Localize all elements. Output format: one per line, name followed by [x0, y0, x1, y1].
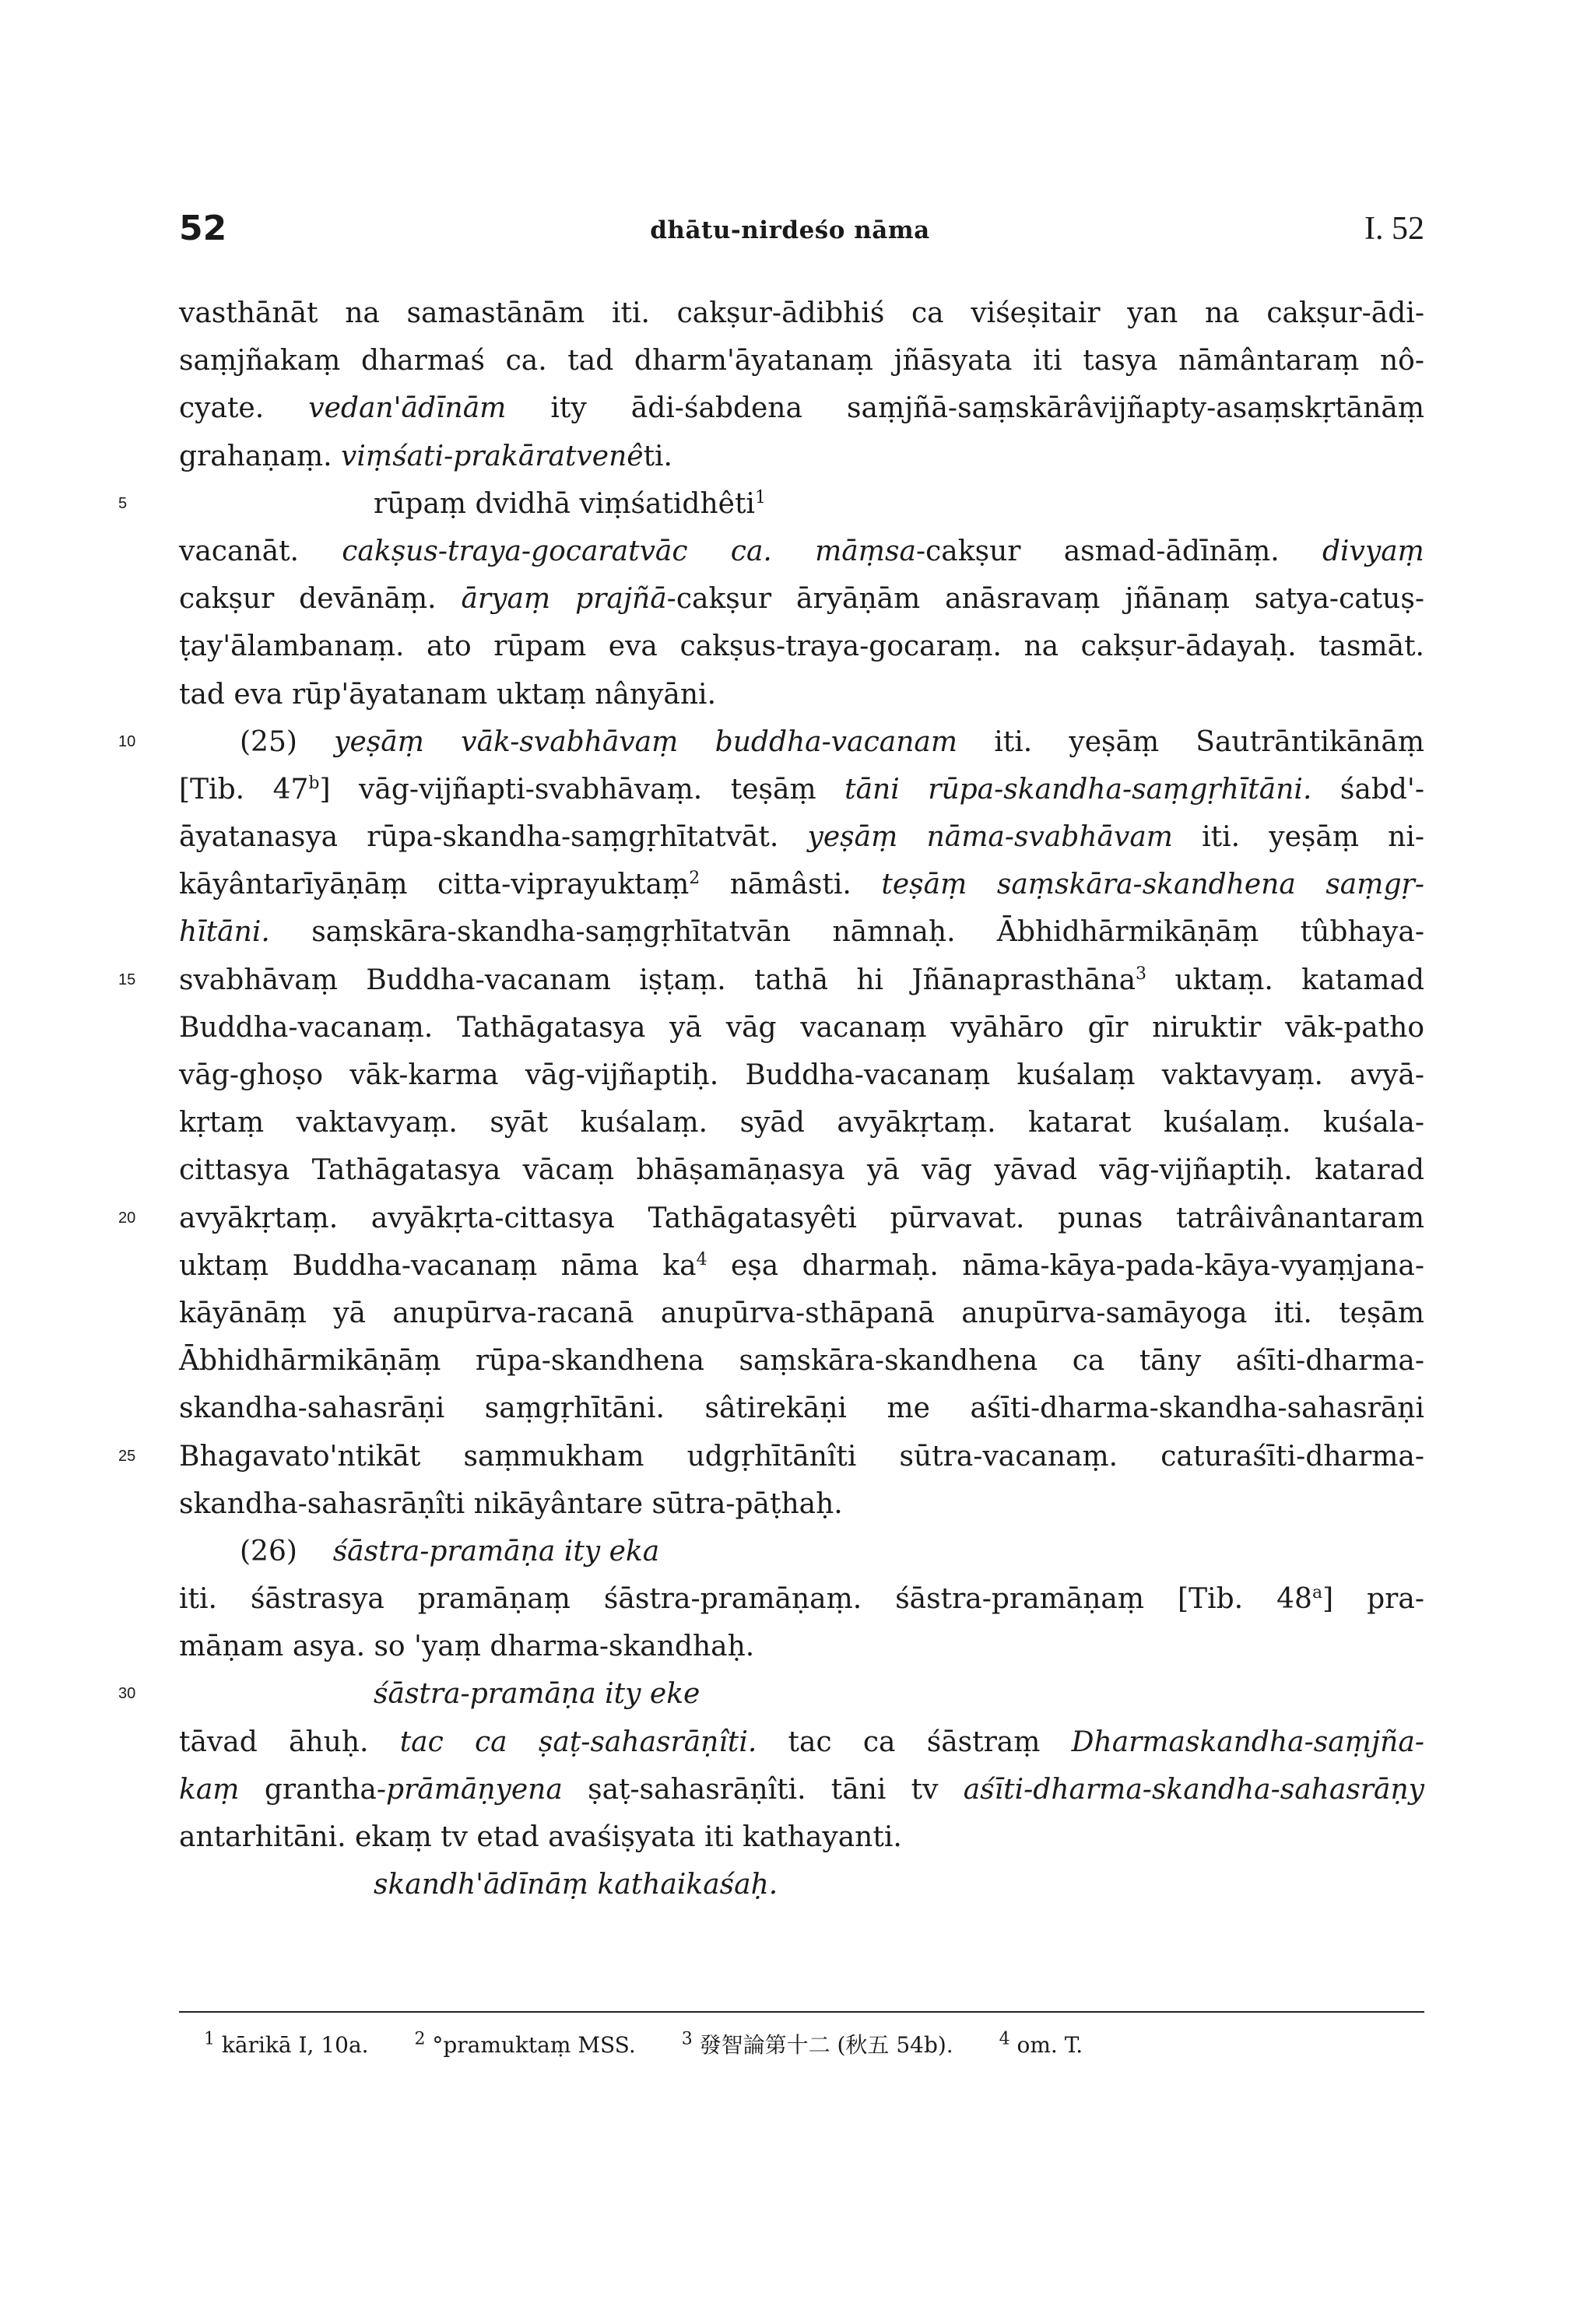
verse-line: 5 rūpaṃ dvidhā viṃśatidhêti$^1$: [179, 480, 1424, 528]
footnote: $^2$ °pramuktaṃ MSS.: [414, 2029, 636, 2058]
text-line: kaṃ grantha-prāmāṇyena ṣaṭ-sahasrāṇîti. tāni tv aśīti-dharma-skandha-sahasrāṇy: [179, 1773, 1424, 1806]
text-line: cakṣur devānāṃ. āryaṃ prajñā-cakṣur āryāṇām anāsravaṃ jñānaṃ satya-catuṣ-: [179, 583, 1424, 616]
line-number: 15: [118, 971, 136, 988]
text-line: [Tib. 47$^b$] vāg-vijñapti-svabhāvaṃ. teṣāṃ tāni rūpa-skandha-saṃgṛhītāni. śabd'-: [179, 773, 1424, 806]
text-line: vacanāt. cakṣus-traya-gocaratvāc ca. māṃsa-cakṣur asmad-ādīnāṃ. divyaṃ: [179, 535, 1424, 567]
line-number: 5: [118, 494, 128, 512]
running-title: dhātu-nirdeśo nāma: [650, 216, 930, 244]
text-line: 25 Bhagavato'ntikāt saṃmukham udgṛhītānîti sūtra-vacanaṃ. caturaśīti-dharma-: [179, 1433, 1424, 1480]
text-line: 15 svabhāvaṃ Buddha-vacanam iṣṭaṃ. tathā hi Jñānaprasthāna$^3$ uktaṃ. katamad: [179, 957, 1424, 1004]
line-number: 20: [118, 1209, 136, 1227]
text-line: kāyānāṃ yā anupūrva-racanā anupūrva-sthāpanā anupūrva-samāyoga iti. teṣām: [179, 1297, 1424, 1329]
text-line: (26) śāstra-pramāṇa ity eka: [240, 1535, 660, 1567]
footnotes: [204, 2028, 1122, 2059]
text-line: māṇam asya. so 'yaṃ dharma-skandhaḥ.: [179, 1631, 755, 1663]
footnote: $^4$ om. T.: [999, 2029, 1083, 2058]
text-line: cyate. vedan'ādīnām ity ādi-śabdena saṃjñā-saṃskārâvijñapty-asaṃskṛtānāṃ: [179, 392, 1424, 425]
text-line: kāyântarīyāṇāṃ citta-viprayuktaṃ$^2$ nāmâsti. teṣāṃ saṃskāra-skandhena saṃgṛ-: [179, 869, 1424, 901]
line-number: 30: [118, 1685, 136, 1703]
line-number: 10: [118, 732, 136, 750]
footnote: $^1$ kārikā I, 10a.: [204, 2029, 369, 2058]
footnote-mark: 4: [696, 1249, 707, 1269]
text-line: antarhitāni. ekaṃ tv etad avaśiṣyata iti kathayanti.: [179, 1821, 902, 1853]
footnote-divider: [179, 2011, 1424, 2013]
text-line: hītāni. saṃskāra-skandha-saṃgṛhītatvān nāmnaḥ. Ābhidhārmikāṇāṃ tûbhaya-: [179, 916, 1424, 949]
text-line: saṃjñakaṃ dharmaś ca. tad dharm'āyatanaṃ jñāsyata iti tasya nāmântaraṃ nô-: [179, 345, 1424, 377]
text-line: āyatanasya rūpa-skandha-saṃgṛhītatvāt. yeṣāṃ nāma-svabhāvam iti. yeṣāṃ ni-: [179, 821, 1425, 854]
footnote: $^3$ 發智論第十二 (秋五 54b).: [681, 2029, 953, 2058]
text-line: Buddha-vacanaṃ. Tathāgatasya yā vāg vacanaṃ vyāhāro gīr niruktir vāk-patho: [179, 1011, 1424, 1044]
text-line: tāvad āhuḥ. tac ca ṣaṭ-sahasrāṇîti. tac ca śāstraṃ Dharmaskandha-saṃjña-: [179, 1725, 1424, 1758]
text-line: skandha-sahasrāṇi saṃgṛhītāni. sâtirekāṇi me aśīti-dharma-skandha-sahasrāṇi: [179, 1392, 1424, 1425]
text-line: kṛtaṃ vaktavyaṃ. syāt kuśalaṃ. syād avyākṛtaṃ. katarat kuśalaṃ. kuśala-: [179, 1107, 1424, 1139]
text-line: tad eva rūp'āyatanam uktaṃ nânyāni.: [179, 678, 717, 711]
page-number: 52: [179, 209, 227, 248]
footnote-mark: 2: [689, 869, 700, 889]
text-line: Ābhidhārmikāṇāṃ rūpa-skandhena saṃskāra-skandhena ca tāny aśīti-dharma-: [179, 1345, 1424, 1378]
footnote-mark: 3: [1136, 964, 1147, 984]
main-text: [118, 290, 1425, 1908]
section-reference: I. 52: [1364, 211, 1424, 247]
text-line: iti. śāstrasya pramāṇaṃ śāstra-pramāṇaṃ. śāstra-pramāṇaṃ [Tib. 48$^a$] pra-: [179, 1583, 1425, 1616]
text-line: skandha-sahasrāṇîti nikāyântare sūtra-pāṭhaḥ.: [179, 1487, 843, 1520]
line-number: 25: [118, 1447, 136, 1465]
footnote-mark: 1: [754, 487, 766, 507]
text-line: vāg-ghoṣo vāk-karma vāg-vijñaptiḥ. Buddha-vacanaṃ kuśalaṃ vaktavyaṃ. avyā-: [179, 1059, 1424, 1091]
text-line: grahaṇaṃ. viṃśati-prakāratvenêti.: [179, 440, 672, 472]
text-line: ṭay'ālambanaṃ. ato rūpam eva cakṣus-traya-gocaraṃ. na cakṣur-ādayaḥ. tasmāt.: [179, 630, 1424, 663]
text-line: uktaṃ Buddha-vacanaṃ nāma $ka^4$ eṣa dharmaḥ. nāma-kāya-pada-kāya-vyaṃjana-: [179, 1249, 1424, 1282]
text-line: cittasya Tathāgatasya vācaṃ bhāṣamāṇasya yā vāg yāvad vāg-vijñaptiḥ. katarad: [179, 1154, 1424, 1187]
verse-line: skandh'ādīnāṃ kathaikaśaḥ.: [374, 1869, 778, 1901]
text-line: 20 avyākṛtaṃ. avyākṛta-cittasya Tathāgatasyêti pūrvavat. punas tatrâivânantaram: [179, 1195, 1424, 1242]
verse-line: 30 śāstra-pramāṇa ity eke: [179, 1670, 1424, 1718]
text-line: vasthānāt na samastānām iti. cakṣur-ādibhiś ca viśeṣitair yan na cakṣur-ādi-: [179, 297, 1424, 329]
text-line: 10 (25) yeṣāṃ vāk-svabhāvaṃ buddha-vacanam iti. yeṣāṃ Sautrāntikānāṃ: [179, 718, 1424, 766]
